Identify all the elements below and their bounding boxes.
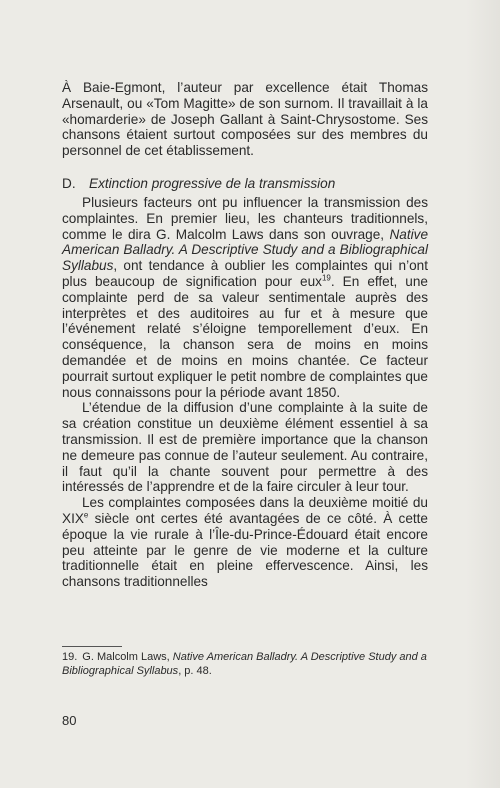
paragraph-2-text-a: Plusieurs facteurs ont pu influencer la transmission des complaintes. En premier lieu, les chanteurs traditionnels, comme le dira G. Malcolm Laws dans son ouvrage,	[62, 194, 428, 242]
paragraph-1: À Baie-Egmont, l’auteur par excellence était Thomas Arsenault, ou «Tom Magitte» de son surnom. Il travaillait à la «homarderie» de Joseph Gallant à Saint-Chrysostome. Ses chansons étaient surtout composées sur des membres du personnel de cet établissement.	[62, 80, 428, 159]
paragraph-2-book-title: Native American Balladry. A Descriptive Study and a Bibliographical Syllabus	[62, 226, 428, 274]
paragraph-4	[62, 495, 428, 590]
century-superscript: e	[83, 510, 89, 520]
footnote-divider	[62, 646, 122, 647]
paragraph-2-text-b: , ont tendance à oublier les complaintes qui n’ont plus beaucoup de signification pour eux	[62, 258, 428, 289]
page-body	[62, 80, 428, 590]
footnote-number: 19.	[62, 651, 78, 663]
footnote-page: , p. 48.	[178, 664, 212, 677]
page-number: 80	[62, 713, 77, 728]
footnote-book-title: Native American Balladry. A Descriptive Study and a Bibliographical Syllabus	[62, 651, 427, 677]
footnote-author: G. Malcolm Laws,	[82, 651, 170, 663]
page-edge-shadow	[466, 0, 500, 788]
paragraph-3: L’étendue de la diffusion d’une complainte à la suite de sa création constitue un deuxième élément essentiel à sa transmission. Il est de première importance que la chanson ne demeure pas connue de l’auteur seulement. Au contraire, il faut qu’il la chante souvent pour permettre à des intéressés de l’apprendre et de la faire circuler à leur tour.	[62, 400, 428, 495]
section-title: Extinction progressive de la transmission	[89, 175, 336, 191]
footnote-19	[62, 651, 432, 678]
paragraph-2-text-c: . En effet, une complainte perd de sa valeur sentimentale auprès des interprètes et des auditoires au fur et à mesure que l’événement relaté s’éloigne temporellement d’eux. En conséquence, la chanson sera de moins en moins demandée et de moins en moins chantée. Ce facteur pourrait surtout expliquer le petit nombre de complaintes que nous connaissons pour la période avant 1850.	[62, 273, 428, 400]
section-heading	[62, 176, 428, 192]
paragraph-4-text-a: Les complaintes composées dans la deuxième moitié du XIX	[62, 495, 428, 526]
paragraph-4-text-b: siècle ont certes été avantagées de ce côté. À cette époque la vie rurale à l’Île-du-Prince-Édouard était encore peu atteinte par le genre de vie moderne et la culture traditionnelle était en pleine effervescence. Ainsi, les chansons traditionnelles	[62, 510, 428, 590]
footnote-reference[interactable]: 19	[321, 273, 331, 283]
section-number: D.	[62, 175, 76, 191]
paragraph-2	[62, 195, 428, 400]
